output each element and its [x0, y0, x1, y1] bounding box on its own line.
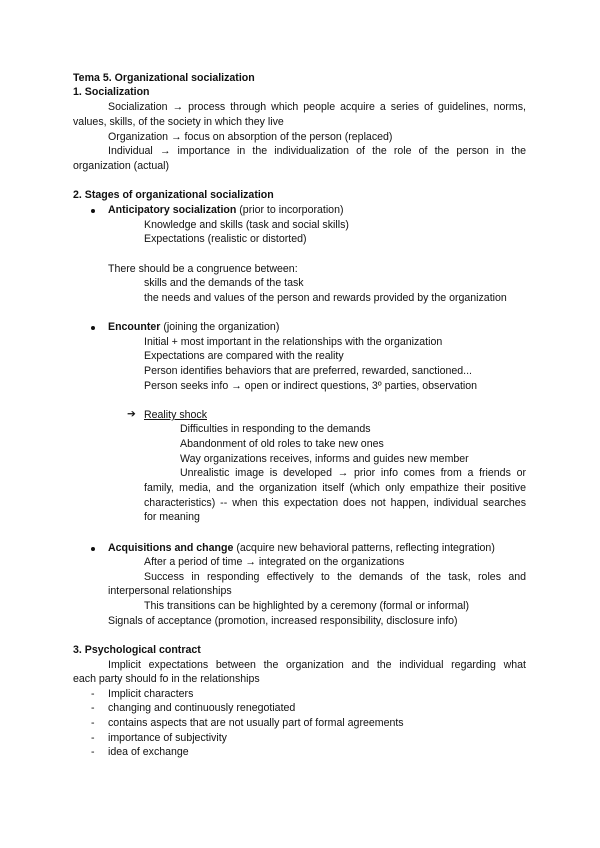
list-item: changing and continuously renegotiated — [108, 702, 296, 714]
reality-shock-heading: Reality shock — [144, 409, 207, 421]
acquisitions-line-4: Signals of acceptance (promotion, increased responsibility, disclosure info) — [108, 615, 458, 627]
congruence-intro: There should be a congruence between: — [108, 263, 298, 275]
bullet-icon — [91, 547, 95, 551]
reality-shock-line-3: Way organizations receives, informs and guides new member — [180, 453, 469, 465]
encounter-line-2: Expectations are compared with the reality — [144, 350, 344, 362]
reality-shock-line-4a: Unrealistic image is developed → prior info comes from a friends or — [180, 467, 526, 479]
section-3-heading: 3. Psychological contract — [73, 644, 201, 656]
encounter-line-3: Person identifies behaviors that are preferred, rewarded, sanctioned... — [144, 365, 473, 377]
s1-paragraph-1-line-1: Socialization → process through which people acquire a series of guidelines, norms, — [108, 101, 526, 113]
encounter-line-1: Initial + most important in the relationships with the organization — [144, 336, 443, 348]
reality-shock-line-4b: family, media, and the organization itself (which only empathize their positive — [144, 482, 526, 494]
anticipatory-line-2: Expectations (realistic or distorted) — [144, 233, 307, 245]
dash-marker: - — [91, 717, 95, 729]
acquisitions-note: (acquire new behavioral patterns, reflecting integration) — [233, 542, 495, 554]
section-2-heading: 2. Stages of organizational socialization — [73, 189, 274, 201]
encounter-line-4: Person seeks info → open or indirect questions, 3º parties, observation — [144, 380, 478, 392]
list-item: Implicit characters — [108, 688, 194, 700]
document-title: Tema 5. Organizational socialization — [73, 72, 255, 84]
section-1-heading: 1. Socialization — [73, 86, 150, 98]
dash-marker: - — [91, 688, 95, 700]
reality-shock-line-1: Difficulties in responding to the demands — [180, 423, 371, 435]
list-item: idea of exchange — [108, 746, 189, 758]
reality-shock-line-4d: for meaning — [144, 511, 200, 523]
acquisitions-line-3: This transitions can be highlighted by a ceremony (formal or informal) — [144, 600, 470, 612]
acquisitions-line-1: After a period of time → integrated on the organizations — [144, 556, 405, 568]
bullet-icon — [91, 209, 95, 213]
reality-shock-line-2: Abandonment of old roles to take new ones — [180, 438, 384, 450]
encounter-heading — [108, 321, 279, 334]
s1-paragraph-3-line-2: organization (actual) — [73, 160, 169, 172]
acquisitions-line-2b: interpersonal relationships — [108, 585, 232, 597]
anticipatory-label: Anticipatory socialization — [108, 204, 237, 216]
anticipatory-line-1: Knowledge and skills (task and social skills) — [144, 219, 349, 231]
acquisitions-heading — [108, 542, 495, 555]
congruence-line-2: the needs and values of the person and rewards provided by the organization — [144, 292, 507, 304]
anticipatory-note: (prior to incorporation) — [236, 204, 344, 216]
anticipatory-heading — [108, 204, 344, 217]
encounter-note: (joining the organization) — [160, 321, 280, 333]
acquisitions-label: Acquisitions and change — [108, 542, 234, 554]
list-item: importance of subjectivity — [108, 732, 227, 744]
acquisitions-line-2a: Success in responding effectively to the demands of the task, roles and — [144, 571, 526, 583]
encounter-label: Encounter — [108, 321, 161, 333]
dash-marker: - — [91, 746, 95, 758]
s1-paragraph-3-line-1: Individual → importance in the individualization of the role of the person in the — [108, 145, 526, 157]
s3-paragraph-line-2: each party should fo in the relationships — [73, 673, 260, 685]
dash-marker: - — [91, 702, 95, 714]
bullet-icon — [91, 326, 95, 330]
congruence-line-1: skills and the demands of the task — [144, 277, 304, 289]
reality-shock-line-4c: characteristics) -- when this expectation does not happen, individual searches — [144, 497, 526, 509]
s1-paragraph-1-line-2: values, skills, of the society in which they live — [73, 116, 284, 128]
arrow-icon: ➔ — [127, 408, 136, 420]
dash-marker: - — [91, 732, 95, 744]
s1-paragraph-2: Organization → focus on absorption of the person (replaced) — [108, 131, 393, 143]
s3-paragraph-line-1: Implicit expectations between the organization and the individual regarding what — [108, 659, 526, 671]
list-item: contains aspects that are not usually part of formal agreements — [108, 717, 404, 729]
